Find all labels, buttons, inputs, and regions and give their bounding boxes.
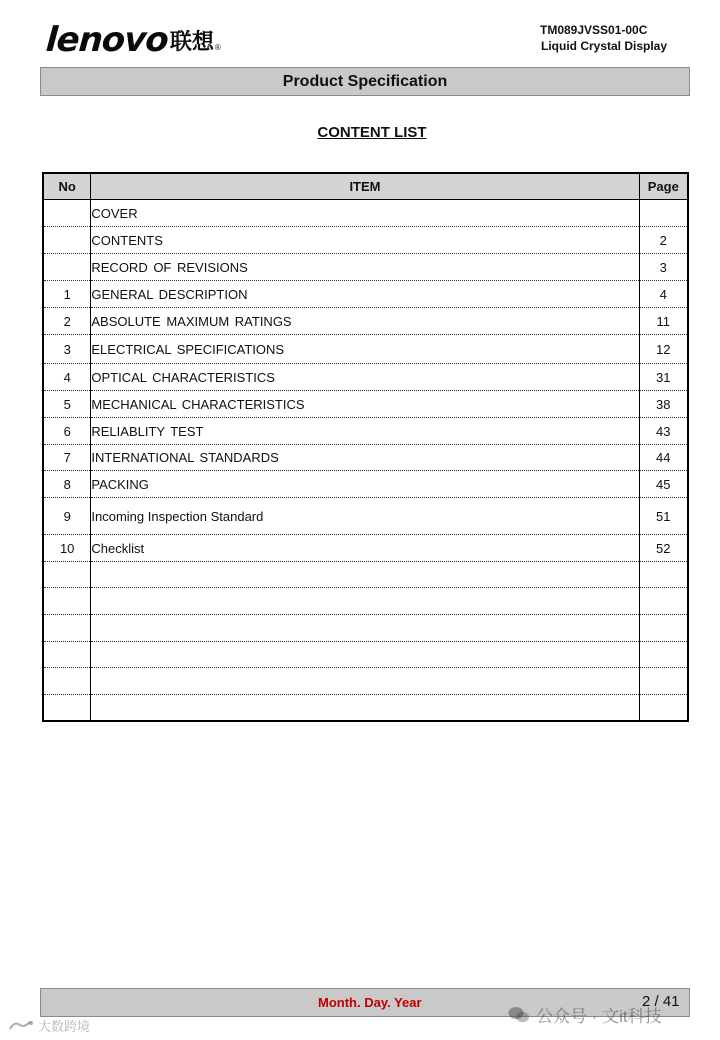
content-table: [42, 172, 689, 722]
row-item: Incoming Inspection Standard: [91, 498, 639, 535]
row-page: 38: [639, 391, 688, 418]
table-row: [43, 535, 688, 562]
source-watermark: [8, 1016, 90, 1035]
table-row: [43, 335, 688, 364]
document-type: Liquid Crystal Display: [541, 39, 668, 53]
row-page: [639, 642, 688, 668]
row-page: 52: [639, 535, 688, 562]
row-item: Checklist: [91, 535, 639, 562]
row-number: 8: [43, 471, 91, 498]
table-row: [43, 445, 688, 471]
row-item: [91, 615, 639, 642]
row-page: 3: [639, 254, 688, 281]
row-number: 3: [43, 335, 91, 364]
row-item: ABSOLUTE MAXIMUM RATINGS: [91, 308, 639, 335]
table-row: [43, 668, 688, 695]
watermark-text-right: 公众号 · 文it科技: [536, 1007, 662, 1026]
row-number: 9: [43, 498, 91, 535]
row-number: [43, 254, 91, 281]
document-number: TM089JVSS01-00C: [540, 23, 648, 37]
table-row: [43, 588, 688, 615]
row-page: [639, 562, 688, 588]
page-title: Product Specification: [282, 72, 448, 90]
row-page: [639, 588, 688, 615]
row-number: 4: [43, 364, 91, 391]
row-number: [43, 642, 91, 668]
row-page: 4: [639, 281, 688, 308]
logo-registered-mark: ®: [214, 42, 221, 52]
row-page: 2: [639, 227, 688, 254]
brand-icon: [8, 1019, 34, 1033]
row-item: [91, 588, 639, 615]
row-item: [91, 562, 639, 588]
lenovo-logo: [46, 20, 221, 60]
footer-date: Month. Day. Year: [318, 995, 422, 1010]
table-row: [43, 615, 688, 642]
row-number: 6: [43, 418, 91, 445]
row-page: 11: [639, 308, 688, 335]
row-number: [43, 562, 91, 588]
row-page: 12: [639, 335, 688, 364]
footer-page-number: 2 / 41: [642, 993, 680, 1010]
table-row: [43, 695, 688, 721]
row-page: 51: [639, 498, 688, 535]
row-item: INTERNATIONAL STANDARDS: [91, 445, 639, 471]
table-header-row: [43, 173, 688, 200]
column-header-page: Page: [639, 173, 688, 200]
table-row: [43, 642, 688, 668]
row-number: [43, 695, 91, 721]
table-row: [43, 391, 688, 418]
wechat-icon: [508, 1006, 530, 1024]
table-row: [43, 227, 688, 254]
row-number: [43, 588, 91, 615]
row-item: RELIABLITY TEST: [91, 418, 639, 445]
row-number: [43, 668, 91, 695]
row-number: 7: [43, 445, 91, 471]
logo-wordmark: lenovo: [44, 20, 170, 60]
row-item: ELECTRICAL SPECIFICATIONS: [91, 335, 639, 364]
table-row: [43, 254, 688, 281]
row-item: PACKING: [91, 471, 639, 498]
row-item: [91, 695, 639, 721]
logo-cjk: 联想: [169, 29, 214, 55]
row-number: [43, 200, 91, 227]
table-row: [43, 471, 688, 498]
row-number: 2: [43, 308, 91, 335]
row-item: RECORD OF REVISIONS: [91, 254, 639, 281]
table-row: [43, 364, 688, 391]
row-page: 43: [639, 418, 688, 445]
row-page: 45: [639, 471, 688, 498]
row-item: OPTICAL CHARACTERISTICS: [91, 364, 639, 391]
row-page: [639, 200, 688, 227]
table-row: [43, 308, 688, 335]
row-item: COVER: [91, 200, 639, 227]
wechat-watermark: [508, 1002, 662, 1027]
row-item: [91, 668, 639, 695]
column-header-no: No: [43, 173, 91, 200]
table-row: [43, 418, 688, 445]
row-number: [43, 227, 91, 254]
content-list-title: CONTENT LIST: [317, 124, 427, 141]
table-row: [43, 281, 688, 308]
table-row: [43, 498, 688, 535]
row-item: [91, 642, 639, 668]
row-number: [43, 615, 91, 642]
row-item: MECHANICAL CHARACTERISTICS: [91, 391, 639, 418]
row-page: [639, 615, 688, 642]
row-page: 31: [639, 364, 688, 391]
row-page: [639, 695, 688, 721]
row-item: CONTENTS: [91, 227, 639, 254]
table-row: [43, 200, 688, 227]
watermark-text-left: 大数跨境: [38, 1019, 91, 1034]
column-header-item: ITEM: [91, 173, 639, 200]
document-id-block: [540, 22, 667, 54]
row-number: 5: [43, 391, 91, 418]
table-row: [43, 562, 688, 588]
row-page: [639, 668, 688, 695]
row-page: 44: [639, 445, 688, 471]
row-number: 10: [43, 535, 91, 562]
row-number: 1: [43, 281, 91, 308]
row-item: GENERAL DESCRIPTION: [91, 281, 639, 308]
header-title-bar: [40, 67, 690, 96]
